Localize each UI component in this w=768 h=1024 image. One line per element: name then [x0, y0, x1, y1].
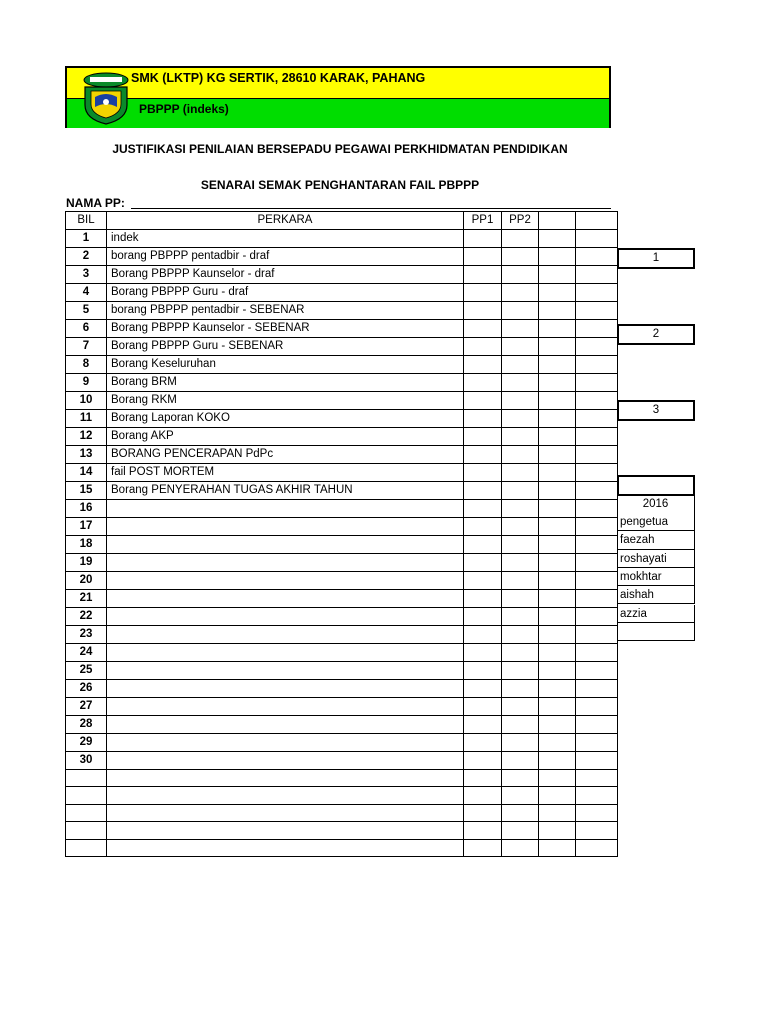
check-cell[interactable]	[464, 734, 502, 752]
check-cell[interactable]	[576, 536, 618, 554]
check-cell[interactable]	[502, 482, 539, 500]
check-cell[interactable]	[464, 356, 502, 374]
check-cell[interactable]	[502, 752, 539, 770]
row-item: Borang PBPPP Kaunselor - SEBENAR	[107, 320, 464, 338]
row-item: borang PBPPP pentadbir - SEBENAR	[107, 302, 464, 320]
check-cell[interactable]	[502, 536, 539, 554]
table-row	[66, 839, 618, 856]
row-item: Borang Laporan KOKO	[107, 410, 464, 428]
check-cell[interactable]	[576, 608, 618, 626]
check-cell[interactable]	[576, 284, 618, 302]
check-cell[interactable]	[502, 320, 539, 338]
check-cell[interactable]	[576, 266, 618, 284]
check-cell[interactable]	[502, 680, 539, 698]
table-row	[66, 716, 618, 734]
table-row	[66, 590, 618, 608]
row-number: 18	[66, 536, 107, 554]
check-cell[interactable]	[464, 644, 502, 662]
row-number	[66, 839, 107, 856]
check-cell[interactable]	[502, 804, 539, 821]
check-cell[interactable]	[502, 392, 539, 410]
check-cell[interactable]	[502, 839, 539, 856]
row-number: 30	[66, 752, 107, 770]
check-cell[interactable]	[539, 716, 576, 734]
check-cell[interactable]	[464, 839, 502, 856]
table-row	[66, 804, 618, 821]
check-cell[interactable]	[464, 302, 502, 320]
check-cell[interactable]	[576, 804, 618, 821]
column-header: PP2	[502, 212, 539, 230]
check-cell[interactable]	[502, 464, 539, 482]
check-cell[interactable]	[539, 446, 576, 464]
check-cell[interactable]	[539, 230, 576, 248]
check-cell[interactable]	[502, 446, 539, 464]
row-item: Borang RKM	[107, 392, 464, 410]
year-label: 2016	[617, 494, 695, 513]
row-item	[107, 680, 464, 698]
check-cell[interactable]	[539, 626, 576, 644]
table-row	[66, 752, 618, 770]
row-number: 22	[66, 608, 107, 626]
check-cell[interactable]	[576, 482, 618, 500]
check-cell[interactable]	[464, 536, 502, 554]
check-cell[interactable]	[576, 230, 618, 248]
table-row	[66, 680, 618, 698]
row-number: 19	[66, 554, 107, 572]
check-cell[interactable]	[502, 554, 539, 572]
side-number-box: 3	[617, 400, 695, 421]
check-cell[interactable]	[502, 698, 539, 716]
row-number: 10	[66, 392, 107, 410]
staff-name	[617, 623, 695, 641]
check-cell[interactable]	[539, 392, 576, 410]
row-number: 27	[66, 698, 107, 716]
row-number: 20	[66, 572, 107, 590]
check-cell[interactable]	[464, 518, 502, 536]
staff-name: mokhtar	[617, 568, 695, 586]
table-row	[66, 644, 618, 662]
staff-name: roshayati	[617, 550, 695, 568]
check-cell[interactable]	[464, 338, 502, 356]
check-cell[interactable]	[539, 662, 576, 680]
check-cell[interactable]	[464, 608, 502, 626]
table-row	[66, 464, 618, 482]
check-cell[interactable]	[464, 770, 502, 787]
check-cell[interactable]	[539, 822, 576, 839]
check-cell[interactable]	[539, 374, 576, 392]
row-number: 12	[66, 428, 107, 446]
check-cell[interactable]	[576, 248, 618, 266]
check-cell[interactable]	[539, 320, 576, 338]
check-cell[interactable]	[576, 428, 618, 446]
row-number: 29	[66, 734, 107, 752]
check-cell[interactable]	[576, 392, 618, 410]
check-cell[interactable]	[502, 644, 539, 662]
table-row	[66, 536, 618, 554]
row-item: fail POST MORTEM	[107, 464, 464, 482]
row-item	[107, 572, 464, 590]
check-cell[interactable]	[539, 572, 576, 590]
check-cell[interactable]	[539, 644, 576, 662]
row-number: 5	[66, 302, 107, 320]
check-cell[interactable]	[539, 428, 576, 446]
row-item	[107, 536, 464, 554]
check-cell[interactable]	[502, 716, 539, 734]
row-item	[107, 698, 464, 716]
row-item	[107, 716, 464, 734]
check-cell[interactable]	[464, 554, 502, 572]
check-cell[interactable]	[464, 804, 502, 821]
check-cell[interactable]	[502, 338, 539, 356]
check-cell[interactable]	[502, 230, 539, 248]
check-cell[interactable]	[539, 338, 576, 356]
column-header: PERKARA	[107, 212, 464, 230]
check-cell[interactable]	[464, 482, 502, 500]
row-item	[107, 644, 464, 662]
row-number: 8	[66, 356, 107, 374]
check-cell[interactable]	[502, 374, 539, 392]
column-header	[576, 212, 618, 230]
check-cell[interactable]	[539, 518, 576, 536]
table-row	[66, 302, 618, 320]
check-cell[interactable]	[502, 428, 539, 446]
check-cell[interactable]	[539, 464, 576, 482]
check-cell[interactable]	[502, 500, 539, 518]
table-row	[66, 284, 618, 302]
check-cell[interactable]	[502, 356, 539, 374]
check-cell[interactable]	[539, 752, 576, 770]
table-row	[66, 662, 618, 680]
row-number: 26	[66, 680, 107, 698]
row-item	[107, 734, 464, 752]
row-number: 7	[66, 338, 107, 356]
table-row	[66, 554, 618, 572]
table-row	[66, 374, 618, 392]
row-item	[107, 500, 464, 518]
row-number: 13	[66, 446, 107, 464]
check-cell[interactable]	[576, 839, 618, 856]
row-number: 11	[66, 410, 107, 428]
table-row	[66, 266, 618, 284]
row-item	[107, 804, 464, 821]
row-number	[66, 804, 107, 821]
school-logo-icon	[81, 71, 131, 125]
check-cell[interactable]	[502, 284, 539, 302]
row-number: 17	[66, 518, 107, 536]
row-number: 28	[66, 716, 107, 734]
check-cell[interactable]	[576, 662, 618, 680]
column-header	[539, 212, 576, 230]
row-number: 16	[66, 500, 107, 518]
check-cell[interactable]	[464, 716, 502, 734]
table-row	[66, 356, 618, 374]
table-row	[66, 518, 618, 536]
check-cell[interactable]	[502, 590, 539, 608]
header-banner	[65, 66, 611, 128]
side-number-box: 1	[617, 248, 695, 269]
check-cell[interactable]	[502, 266, 539, 284]
check-cell[interactable]	[464, 428, 502, 446]
check-cell[interactable]	[539, 554, 576, 572]
check-cell[interactable]	[502, 248, 539, 266]
table-row	[66, 248, 618, 266]
check-cell[interactable]	[576, 770, 618, 787]
check-cell[interactable]	[576, 302, 618, 320]
check-cell[interactable]	[464, 266, 502, 284]
row-number	[66, 770, 107, 787]
check-cell[interactable]	[502, 410, 539, 428]
check-cell[interactable]	[464, 392, 502, 410]
row-item: BORANG PENCERAPAN PdPc	[107, 446, 464, 464]
check-cell[interactable]	[539, 608, 576, 626]
row-number: 15	[66, 482, 107, 500]
row-item: indek	[107, 230, 464, 248]
check-cell[interactable]	[576, 626, 618, 644]
row-number: 21	[66, 590, 107, 608]
row-item: Borang PBPPP Guru - draf	[107, 284, 464, 302]
check-cell[interactable]	[576, 374, 618, 392]
check-cell[interactable]	[464, 590, 502, 608]
table-row	[66, 500, 618, 518]
row-item: Borang BRM	[107, 374, 464, 392]
check-cell[interactable]	[464, 230, 502, 248]
row-item: Borang AKP	[107, 428, 464, 446]
row-number: 1	[66, 230, 107, 248]
check-cell[interactable]	[539, 787, 576, 804]
table-row	[66, 626, 618, 644]
check-cell[interactable]	[464, 752, 502, 770]
check-cell[interactable]	[576, 716, 618, 734]
row-number: 25	[66, 662, 107, 680]
row-number: 6	[66, 320, 107, 338]
check-cell[interactable]	[464, 374, 502, 392]
table-header-row	[66, 212, 618, 230]
row-item	[107, 787, 464, 804]
check-cell[interactable]	[576, 734, 618, 752]
nama-label: NAMA PP:	[66, 196, 125, 210]
check-cell[interactable]	[464, 680, 502, 698]
table-row	[66, 446, 618, 464]
row-item: Borang Keseluruhan	[107, 356, 464, 374]
table-row	[66, 392, 618, 410]
table-row	[66, 410, 618, 428]
check-cell[interactable]	[502, 770, 539, 787]
check-cell[interactable]	[576, 752, 618, 770]
check-cell[interactable]	[576, 464, 618, 482]
row-item	[107, 752, 464, 770]
check-cell[interactable]	[502, 572, 539, 590]
row-item	[107, 839, 464, 856]
check-cell[interactable]	[464, 787, 502, 804]
check-cell[interactable]	[576, 356, 618, 374]
check-cell[interactable]	[464, 446, 502, 464]
row-number: 9	[66, 374, 107, 392]
row-number	[66, 787, 107, 804]
table-row	[66, 770, 618, 787]
row-number: 4	[66, 284, 107, 302]
check-cell[interactable]	[539, 734, 576, 752]
check-cell[interactable]	[576, 500, 618, 518]
check-cell[interactable]	[464, 822, 502, 839]
check-cell[interactable]	[502, 302, 539, 320]
check-cell[interactable]	[502, 662, 539, 680]
check-cell[interactable]	[576, 410, 618, 428]
check-cell[interactable]	[539, 248, 576, 266]
staff-name: pengetua	[617, 513, 695, 531]
table-row	[66, 428, 618, 446]
row-item	[107, 554, 464, 572]
check-cell[interactable]	[502, 734, 539, 752]
check-cell[interactable]	[576, 787, 618, 804]
check-cell[interactable]	[464, 698, 502, 716]
staff-name: azzia	[617, 605, 695, 623]
check-cell[interactable]	[464, 572, 502, 590]
check-cell[interactable]	[576, 644, 618, 662]
school-name: SMK (LKTP) KG SERTIK, 28610 KARAK, PAHANG	[131, 71, 426, 85]
table-row	[66, 320, 618, 338]
check-cell[interactable]	[464, 248, 502, 266]
staff-name: aishah	[617, 586, 695, 604]
check-cell[interactable]	[502, 518, 539, 536]
check-cell[interactable]	[539, 266, 576, 284]
table-row	[66, 698, 618, 716]
main-title: JUSTIFIKASI PENILAIAN BERSEPADU PEGAWAI PERKHIDMATAN PENDIDIKAN	[112, 142, 568, 156]
check-cell[interactable]	[539, 680, 576, 698]
table-row	[66, 230, 618, 248]
check-cell[interactable]	[576, 446, 618, 464]
table-row	[66, 338, 618, 356]
check-cell[interactable]	[464, 284, 502, 302]
row-number	[66, 822, 107, 839]
row-number: 23	[66, 626, 107, 644]
row-item	[107, 822, 464, 839]
column-header: BIL	[66, 212, 107, 230]
nama-input-line[interactable]	[131, 208, 611, 209]
check-cell[interactable]	[576, 698, 618, 716]
table-row	[66, 608, 618, 626]
check-cell[interactable]	[576, 680, 618, 698]
table-row	[66, 572, 618, 590]
check-cell[interactable]	[539, 770, 576, 787]
row-item	[107, 608, 464, 626]
sub-title: SENARAI SEMAK PENGHANTARAN FAIL PBPPP	[200, 178, 480, 192]
row-number: 24	[66, 644, 107, 662]
check-cell[interactable]	[539, 410, 576, 428]
staff-name: faezah	[617, 531, 695, 549]
check-cell[interactable]	[539, 482, 576, 500]
row-item	[107, 590, 464, 608]
check-cell[interactable]	[576, 518, 618, 536]
check-cell[interactable]	[464, 662, 502, 680]
check-cell[interactable]	[539, 804, 576, 821]
table-row	[66, 734, 618, 752]
row-number: 3	[66, 266, 107, 284]
check-cell[interactable]	[576, 320, 618, 338]
check-cell[interactable]	[576, 338, 618, 356]
row-item: Borang PBPPP Guru - SEBENAR	[107, 338, 464, 356]
row-number: 14	[66, 464, 107, 482]
check-cell[interactable]	[576, 572, 618, 590]
check-cell[interactable]	[539, 500, 576, 518]
check-cell[interactable]	[464, 410, 502, 428]
table-row	[66, 822, 618, 839]
side-number-box: 2	[617, 324, 695, 345]
check-cell[interactable]	[539, 302, 576, 320]
row-number: 2	[66, 248, 107, 266]
check-cell[interactable]	[539, 590, 576, 608]
row-item: Borang PENYERAHAN TUGAS AKHIR TAHUN	[107, 482, 464, 500]
table-row	[66, 482, 618, 500]
side-number-box	[617, 475, 695, 496]
checklist-table	[65, 211, 618, 857]
check-cell[interactable]	[539, 284, 576, 302]
row-item	[107, 770, 464, 787]
table-row	[66, 787, 618, 804]
check-cell[interactable]	[464, 320, 502, 338]
check-cell[interactable]	[576, 554, 618, 572]
row-item: Borang PBPPP Kaunselor - draf	[107, 266, 464, 284]
column-header: PP1	[464, 212, 502, 230]
check-cell[interactable]	[464, 626, 502, 644]
check-cell[interactable]	[464, 500, 502, 518]
row-item	[107, 518, 464, 536]
row-item: borang PBPPP pentadbir - draf	[107, 248, 464, 266]
check-cell[interactable]	[539, 698, 576, 716]
check-cell[interactable]	[576, 590, 618, 608]
sheet-subtitle: PBPPP (indeks)	[139, 102, 229, 116]
check-cell[interactable]	[539, 356, 576, 374]
check-cell[interactable]	[502, 787, 539, 804]
row-item	[107, 662, 464, 680]
check-cell[interactable]	[539, 839, 576, 856]
check-cell[interactable]	[502, 608, 539, 626]
check-cell[interactable]	[576, 822, 618, 839]
check-cell[interactable]	[464, 464, 502, 482]
check-cell[interactable]	[502, 626, 539, 644]
row-item	[107, 626, 464, 644]
check-cell[interactable]	[502, 822, 539, 839]
check-cell[interactable]	[539, 536, 576, 554]
